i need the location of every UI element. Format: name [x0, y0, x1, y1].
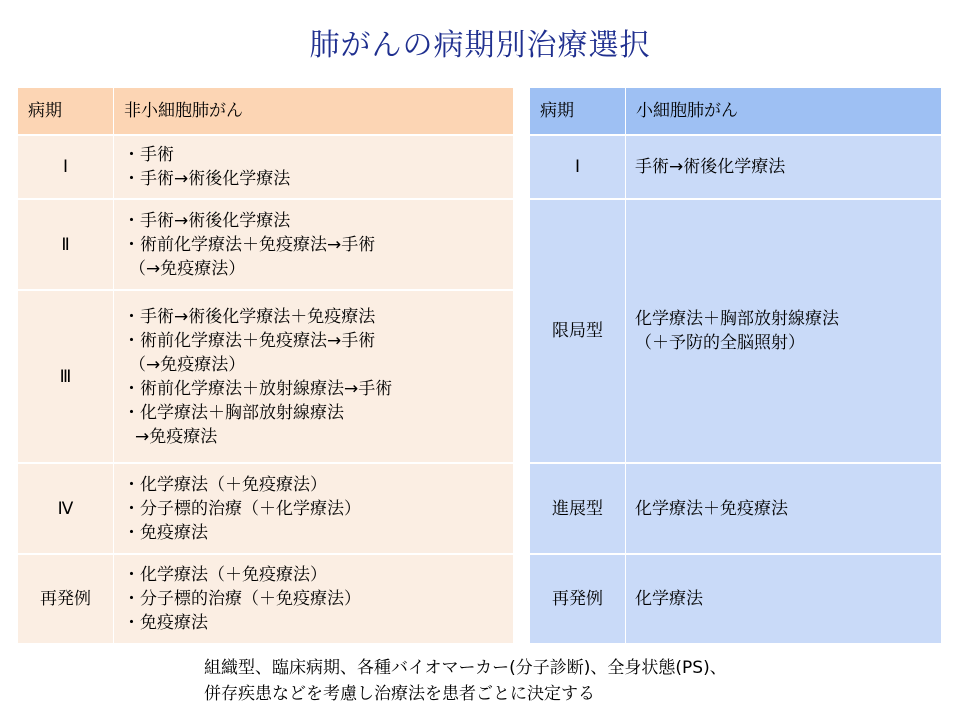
treatment-cell: [626, 136, 942, 200]
stage-cell: Ⅰ: [530, 136, 626, 200]
treatment-line: 手術→術後化学療法: [635, 157, 786, 177]
treatment-line: ・免疫療法: [123, 522, 208, 543]
treatment-cell: [114, 136, 514, 200]
treatment-line: ・手術: [123, 145, 174, 165]
stage-cell: Ⅰ: [18, 136, 114, 200]
header-cancer-type: 小細胞肺がん: [626, 88, 942, 136]
treatment-line: ・術前化学療法＋免疫療法→手術: [123, 234, 376, 255]
treatment-line: 化学療法: [635, 589, 703, 609]
footnote-line-2: 併存疾患などを考慮し治療法を患者ごとに決定する: [204, 684, 595, 704]
footnote-line-1: 組織型、臨床病期、各種バイオマーカー(分子診断)、全身状態(PS)、: [204, 658, 727, 678]
treatment-line: ・手術→術後化学療法: [123, 210, 291, 231]
treatment-line: 化学療法＋免疫療法: [635, 498, 788, 519]
table-row: [18, 291, 514, 464]
nsclc-treatment-table: [18, 88, 514, 645]
treatment-cell: [626, 200, 942, 464]
treatment-line: ・手術→術後化学療法＋免疫療法: [123, 306, 376, 327]
treatment-cell: [626, 464, 942, 555]
treatment-line: ・術前化学療法＋放射線療法→手術: [123, 378, 393, 399]
table-row: [530, 464, 942, 555]
treatment-cell: [114, 555, 514, 645]
stage-cell: 再発例: [530, 555, 626, 645]
table-row: [18, 555, 514, 645]
stage-cell: 再発例: [18, 555, 114, 645]
sclc-treatment-table: [530, 88, 942, 645]
treatment-cell: [114, 291, 514, 464]
treatment-line: （→免疫療法）: [129, 258, 246, 279]
treatment-line: ・化学療法＋胸部放射線療法: [123, 402, 344, 423]
treatment-line: ・分子標的治療（＋免疫療法）: [123, 589, 361, 609]
footnote: [204, 655, 727, 707]
treatment-line: 化学療法＋胸部放射線療法: [635, 309, 839, 329]
stage-cell: Ⅲ: [18, 291, 114, 464]
treatment-cell: [114, 464, 514, 555]
treatment-line: ・手術→術後化学療法: [123, 169, 291, 189]
header-cancer-type: 非小細胞肺がん: [114, 88, 514, 136]
treatment-line: ・術前化学療法＋免疫療法→手術: [123, 330, 376, 351]
table-header-row: [18, 88, 514, 136]
treatment-line: ・化学療法（＋免疫療法）: [123, 474, 327, 495]
stage-cell: 限局型: [530, 200, 626, 464]
treatment-line: （＋予防的全脳照射）: [635, 333, 805, 353]
treatment-line: ・免疫療法: [123, 613, 208, 633]
treatment-cell: [114, 200, 514, 291]
treatment-line: →免疫療法: [135, 426, 218, 447]
table-row: [18, 464, 514, 555]
header-stage: 病期: [530, 88, 626, 136]
stage-cell: Ⅳ: [18, 464, 114, 555]
table-row: [18, 136, 514, 200]
treatment-cell: [626, 555, 942, 645]
page-title: 肺がんの病期別治療選択: [309, 28, 651, 63]
treatment-line: （→免疫療法）: [129, 354, 246, 375]
treatment-line: ・化学療法（＋免疫療法）: [123, 565, 327, 585]
table-row: [530, 136, 942, 200]
treatment-line: ・分子標的治療（＋化学療法）: [123, 498, 361, 519]
table-row: [18, 200, 514, 291]
table-row: [530, 555, 942, 645]
table-header-row: [530, 88, 942, 136]
table-row: [530, 200, 942, 464]
header-stage: 病期: [18, 88, 114, 136]
stage-cell: 進展型: [530, 464, 626, 555]
stage-cell: Ⅱ: [18, 200, 114, 291]
